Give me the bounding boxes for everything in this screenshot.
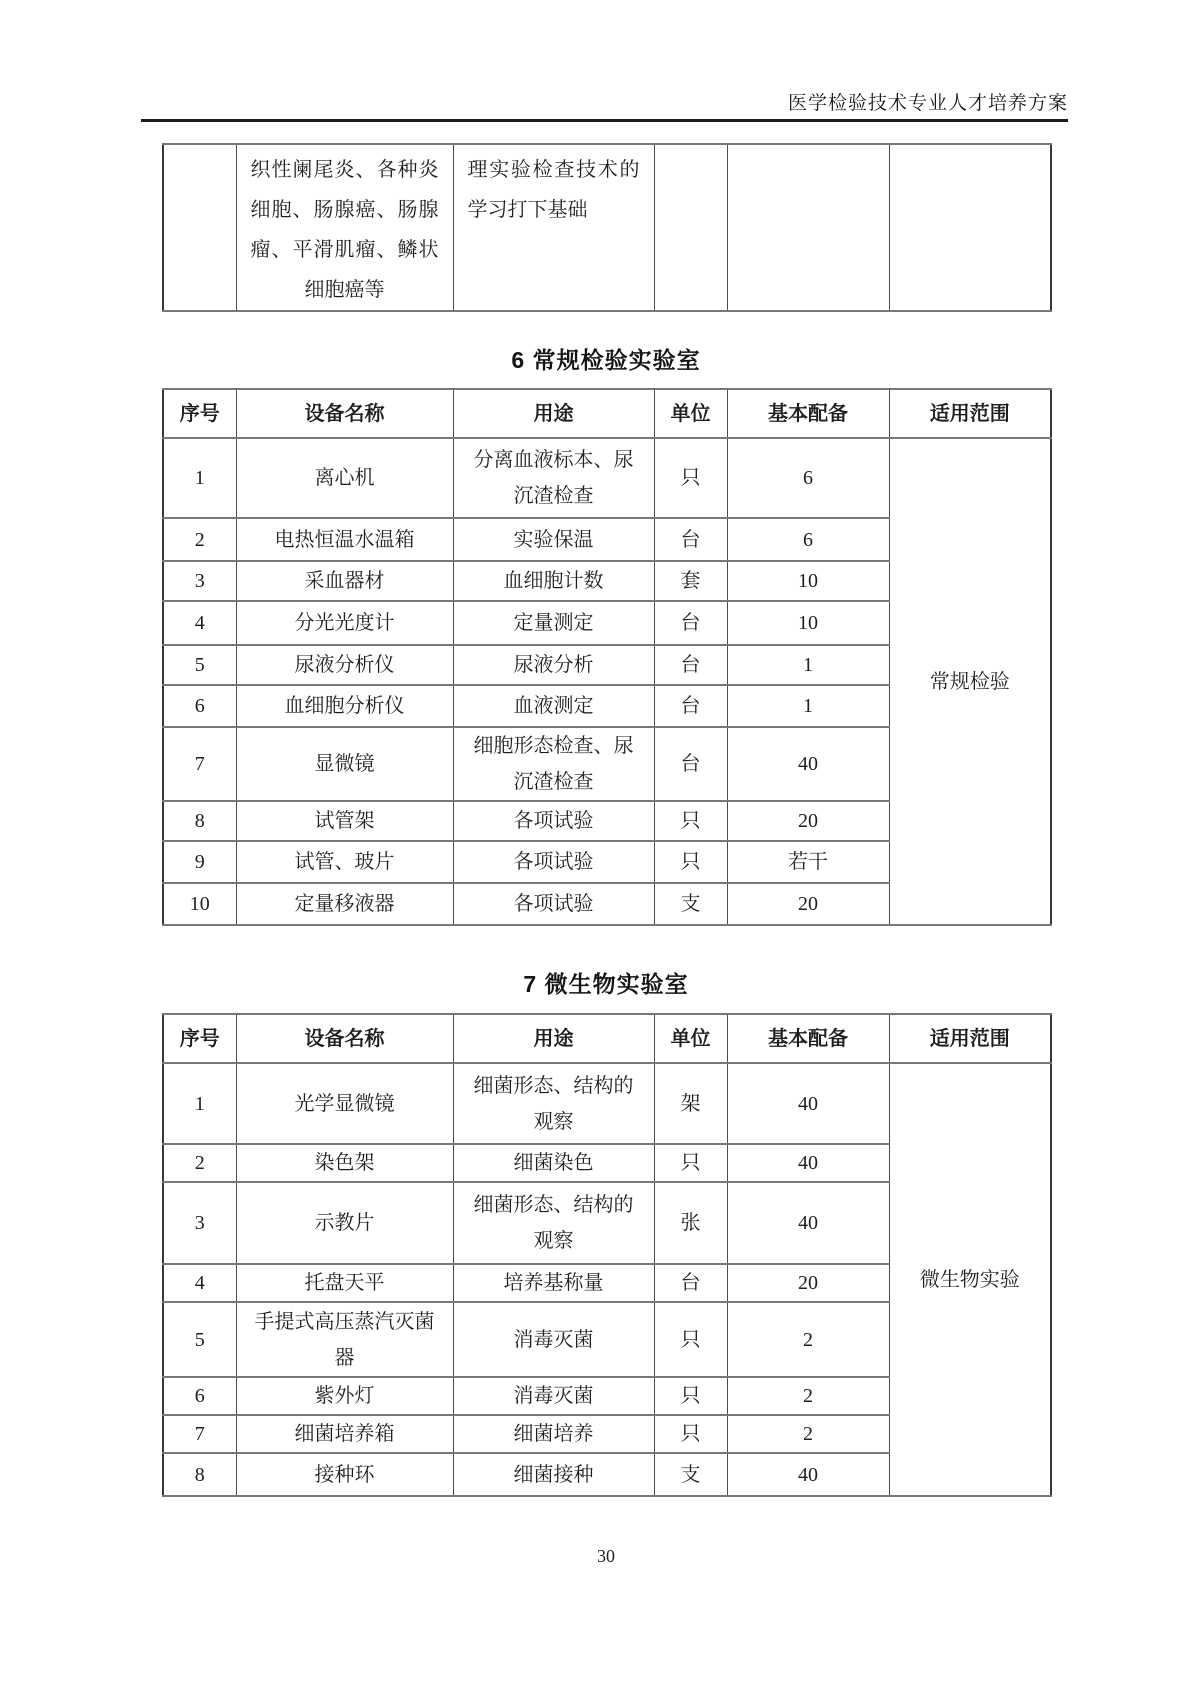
continuation-scope-cell xyxy=(889,144,1051,311)
cell-use: 细菌培养 xyxy=(453,1415,654,1453)
cell-qty: 6 xyxy=(727,438,889,518)
header-use: 用途 xyxy=(453,1014,654,1063)
cell-qty: 10 xyxy=(727,561,889,601)
header-unit: 单位 xyxy=(654,389,727,438)
header-scope: 适用范围 xyxy=(889,389,1051,438)
cell-qty: 40 xyxy=(727,1453,889,1496)
cell-use: 细胞形态检查、尿沉渣检查 xyxy=(453,727,654,801)
continuation-seq-cell xyxy=(163,144,236,311)
routine-lab-table xyxy=(162,388,1052,926)
cell-use: 细菌形态、结构的观察 xyxy=(453,1063,654,1144)
continuation-qty-cell xyxy=(727,144,889,311)
cell-use: 各项试验 xyxy=(453,841,654,883)
cell-unit: 台 xyxy=(654,601,727,645)
header-equipment: 设备名称 xyxy=(236,389,453,438)
cell-equipment: 定量移液器 xyxy=(236,883,453,925)
cell-seq: 2 xyxy=(163,1144,236,1182)
section-title-microbiology-lab: 7 微生物实验室 xyxy=(523,971,689,997)
cell-qty: 若干 xyxy=(727,841,889,883)
header-qty: 基本配备 xyxy=(727,1014,889,1063)
cell-seq: 1 xyxy=(163,438,236,518)
cell-equipment: 分光光度计 xyxy=(236,601,453,645)
cell-unit: 台 xyxy=(654,1264,727,1302)
table-header-row xyxy=(163,389,1051,438)
cell-unit: 只 xyxy=(654,1415,727,1453)
microbiology-lab-table xyxy=(162,1013,1052,1497)
cell-seq: 8 xyxy=(163,801,236,841)
cell-equipment: 细菌培养箱 xyxy=(236,1415,453,1453)
section-title-routine-lab: 6 常规检验实验室 xyxy=(511,347,701,373)
cell-seq: 6 xyxy=(163,1377,236,1415)
cell-equipment: 接种环 xyxy=(236,1453,453,1496)
cell-seq: 6 xyxy=(163,685,236,727)
cell-qty: 1 xyxy=(727,685,889,727)
table-row xyxy=(163,438,1051,518)
cell-unit: 台 xyxy=(654,518,727,561)
cell-equipment: 紫外灯 xyxy=(236,1377,453,1415)
cell-equipment: 示教片 xyxy=(236,1182,453,1264)
cell-equipment: 离心机 xyxy=(236,438,453,518)
continuation-equipment-cell: 织性阑尾炎、各种炎细胞、肠腺癌、肠腺瘤、平滑肌瘤、鳞状细胞癌等 xyxy=(236,144,453,311)
header-rule xyxy=(141,119,1068,122)
cell-use: 定量测定 xyxy=(453,601,654,645)
cell-qty: 20 xyxy=(727,1264,889,1302)
cell-seq: 5 xyxy=(163,1302,236,1377)
cell-qty: 20 xyxy=(727,801,889,841)
cell-use: 各项试验 xyxy=(453,801,654,841)
cell-unit: 支 xyxy=(654,1453,727,1496)
cell-equipment: 采血器材 xyxy=(236,561,453,601)
header-equipment: 设备名称 xyxy=(236,1014,453,1063)
cell-seq: 7 xyxy=(163,727,236,801)
cell-seq: 2 xyxy=(163,518,236,561)
table-row xyxy=(163,1063,1051,1144)
cell-unit: 台 xyxy=(654,685,727,727)
cell-use: 各项试验 xyxy=(453,883,654,925)
cell-use: 血液测定 xyxy=(453,685,654,727)
cell-seq: 7 xyxy=(163,1415,236,1453)
cell-unit: 台 xyxy=(654,727,727,801)
continuation-unit-cell xyxy=(654,144,727,311)
cell-qty: 10 xyxy=(727,601,889,645)
cell-unit: 只 xyxy=(654,1144,727,1182)
cell-equipment: 试管架 xyxy=(236,801,453,841)
page-number: 30 xyxy=(597,1546,615,1566)
cell-equipment: 尿液分析仪 xyxy=(236,645,453,685)
cell-seq: 1 xyxy=(163,1063,236,1144)
cell-use: 分离血液标本、尿沉渣检查 xyxy=(453,438,654,518)
table-header-row xyxy=(163,1014,1051,1063)
cell-unit: 只 xyxy=(654,1377,727,1415)
header-seq: 序号 xyxy=(163,1014,236,1063)
cell-qty: 40 xyxy=(727,1144,889,1182)
cell-scope-merged: 微生物实验 xyxy=(889,1063,1051,1496)
cell-qty: 40 xyxy=(727,1182,889,1264)
document-header-title: 医学检验技术专业人才培养方案 xyxy=(787,93,1068,114)
cell-equipment: 手提式高压蒸汽灭菌器 xyxy=(236,1302,453,1377)
cell-equipment: 血细胞分析仪 xyxy=(236,685,453,727)
continuation-row xyxy=(163,144,1051,311)
cell-unit: 套 xyxy=(654,561,727,601)
cell-seq: 3 xyxy=(163,561,236,601)
cell-unit: 台 xyxy=(654,645,727,685)
cell-equipment: 托盘天平 xyxy=(236,1264,453,1302)
cell-qty: 2 xyxy=(727,1415,889,1453)
cell-unit: 只 xyxy=(654,438,727,518)
cell-use: 培养基称量 xyxy=(453,1264,654,1302)
cell-equipment: 染色架 xyxy=(236,1144,453,1182)
cell-seq: 10 xyxy=(163,883,236,925)
cell-unit: 架 xyxy=(654,1063,727,1144)
cell-qty: 6 xyxy=(727,518,889,561)
cell-qty: 1 xyxy=(727,645,889,685)
cell-seq: 5 xyxy=(163,645,236,685)
cell-seq: 9 xyxy=(163,841,236,883)
header-scope: 适用范围 xyxy=(889,1014,1051,1063)
header-seq: 序号 xyxy=(163,389,236,438)
cell-seq: 8 xyxy=(163,1453,236,1496)
cell-unit: 只 xyxy=(654,801,727,841)
cell-equipment: 显微镜 xyxy=(236,727,453,801)
cell-equipment: 电热恒温水温箱 xyxy=(236,518,453,561)
continuation-table xyxy=(162,143,1052,312)
cell-seq: 4 xyxy=(163,1264,236,1302)
cell-qty: 2 xyxy=(727,1377,889,1415)
cell-seq: 4 xyxy=(163,601,236,645)
cell-use: 实验保温 xyxy=(453,518,654,561)
cell-unit: 支 xyxy=(654,883,727,925)
cell-unit: 只 xyxy=(654,1302,727,1377)
header-unit: 单位 xyxy=(654,1014,727,1063)
continuation-use-cell: 理实验检查技术的学习打下基础 xyxy=(453,144,654,311)
cell-use: 消毒灭菌 xyxy=(453,1302,654,1377)
header-qty: 基本配备 xyxy=(727,389,889,438)
cell-qty: 20 xyxy=(727,883,889,925)
cell-unit: 张 xyxy=(654,1182,727,1264)
cell-qty: 40 xyxy=(727,727,889,801)
cell-use: 细菌形态、结构的观察 xyxy=(453,1182,654,1264)
cell-use: 消毒灭菌 xyxy=(453,1377,654,1415)
cell-use: 血细胞计数 xyxy=(453,561,654,601)
cell-equipment: 试管、玻片 xyxy=(236,841,453,883)
header-use: 用途 xyxy=(453,389,654,438)
cell-qty: 2 xyxy=(727,1302,889,1377)
cell-use: 细菌接种 xyxy=(453,1453,654,1496)
cell-equipment: 光学显微镜 xyxy=(236,1063,453,1144)
cell-use: 尿液分析 xyxy=(453,645,654,685)
cell-scope-merged: 常规检验 xyxy=(889,438,1051,925)
cell-use: 细菌染色 xyxy=(453,1144,654,1182)
cell-seq: 3 xyxy=(163,1182,236,1264)
cell-unit: 只 xyxy=(654,841,727,883)
cell-qty: 40 xyxy=(727,1063,889,1144)
